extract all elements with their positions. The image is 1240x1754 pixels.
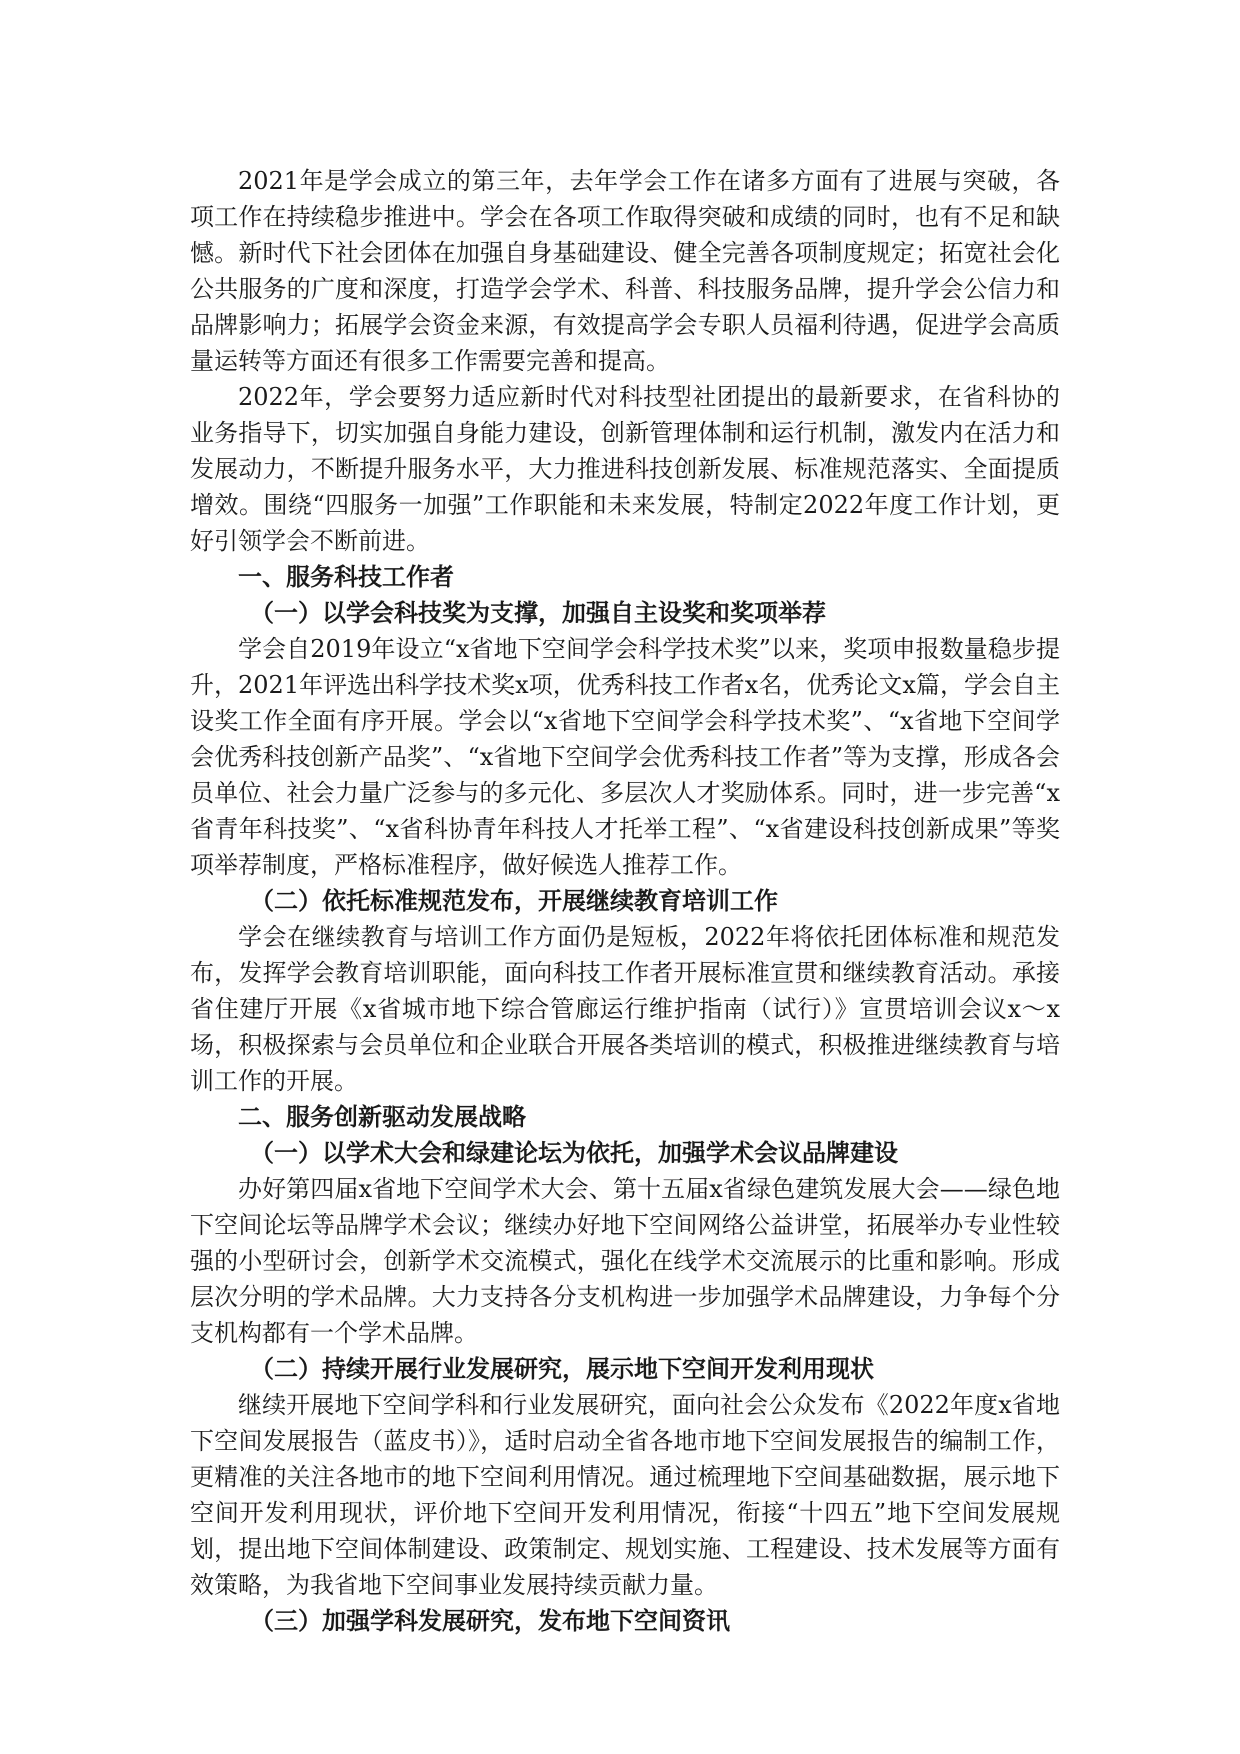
- section-2-1-heading: （一）以学术大会和绿建论坛为依托，加强学术会议品牌建设: [250, 1138, 898, 1167]
- intro-paragraph-1: 2021年是学会成立的第三年，去年学会工作在诸多方面有了进展与突破，各项工作在持续稳步推进中。学会在各项工作取得突破和成绩的同时，也有不足和缺憾。新时代下社会团体在加强自身基础建设、健全完善各项制度规定；拓宽社会化公共服务的广度和深度，打造学会学术、科普、科技服务品牌，提升学会公信力和品牌影响力；拓展学会资金来源，有效提高学会专职人员福利待遇，促进学会高质量运转等方面还有很多工作需要完善和提高。: [190, 167, 1060, 375]
- section-2-heading: 二、服务创新驱动发展战略: [238, 1102, 526, 1131]
- section-1-1-body: 学会自2019年设立“x省地下空间学会科学技术奖”以来，奖项申报数量稳步提升，2021年评选出科学技术奖x项，优秀科技工作者x名，优秀论文x篇，学会自主设奖工作全面有序开展。学会以“x省地下空间学会科学技术奖”、“x省地下空间学会优秀科技创新产品奖”、“x省地下空间学会优秀科技工作者”等为支撑，形成各会员单位、社会力量广泛参与的多元化、多层次人才奖励体系。同时，进一步完善“x省青年科技奖”、“x省科协青年科技人才托举工程”、“x省建设科技创新成果”等奖项举荐制度，严格标准程序，做好候选人推荐工作。: [190, 635, 1060, 879]
- section-1-1-heading: （一）以学会科技奖为支撑，加强自主设奖和奖项举荐: [250, 598, 826, 627]
- section-1-2-heading: （二）依托标准规范发布，开展继续教育培训工作: [250, 886, 778, 915]
- section-2-3-heading: （三）加强学科发展研究，发布地下空间资讯: [250, 1606, 730, 1635]
- intro-paragraph-2: 2022年，学会要努力适应新时代对科技型社团提出的最新要求，在省科协的业务指导下，切实加强自身能力建设，创新管理体制和运行机制，激发内在活力和发展动力，不断提升服务水平，大力推进科技创新发展、标准规范落实、全面提质增效。围绕“四服务一加强”工作职能和未来发展，特制定2022年度工作计划，更好引领学会不断前进。: [190, 383, 1060, 555]
- section-2-2-body: 继续开展地下空间学科和行业发展研究，面向社会公众发布《2022年度x省地下空间发展报告（蓝皮书）》，适时启动全省各地市地下空间发展报告的编制工作，更精准的关注各地市的地下空间利用情况。通过梳理地下空间基础数据，展示地下空间开发利用现状，评价地下空间开发利用情况，衔接“十四五”地下空间发展规划，提出地下空间体制建设、政策制定、规划实施、工程建设、技术发展等方面有效策略，为我省地下空间事业发展持续贡献力量。: [190, 1391, 1060, 1599]
- section-1-2-body: 学会在继续教育与培训工作方面仍是短板，2022年将依托团体标准和规范发布，发挥学会教育培训职能，面向科技工作者开展标准宣贯和继续教育活动。承接省住建厅开展《x省城市地下综合管廊运行维护指南（试行）》宣贯培训会议x～x场，积极探索与会员单位和企业联合开展各类培训的模式，积极推进继续教育与培训工作的开展。: [190, 923, 1060, 1095]
- section-2-2-heading: （二）持续开展行业发展研究，展示地下空间开发利用现状: [250, 1354, 874, 1383]
- section-1-heading: 一、服务科技工作者: [238, 562, 454, 591]
- section-2-1-body: 办好第四届x省地下空间学术大会、第十五届x省绿色建筑发展大会——绿色地下空间论坛等品牌学术会议；继续办好地下空间网络公益讲堂，拓展举办专业性较强的小型研讨会，创新学术交流模式，强化在线学术交流展示的比重和影响。形成层次分明的学术品牌。大力支持各分支机构进一步加强学术品牌建设，力争每个分支机构都有一个学术品牌。: [190, 1175, 1060, 1347]
- document-page: [190, 163, 1060, 1639]
